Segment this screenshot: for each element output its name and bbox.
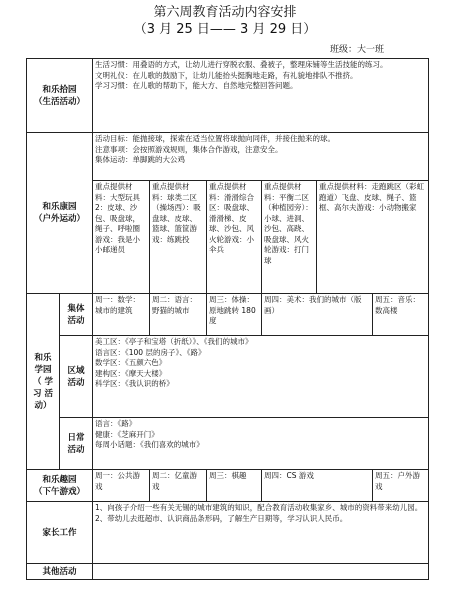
area-line: 语言区：《100 层的房子》、《路》 [95, 347, 206, 357]
row-other [27, 564, 429, 580]
daily-line: 每周小话题：《我们喜欢的城市》 [95, 440, 204, 449]
learn-header-line: 学园 [34, 364, 52, 375]
play-day: 周三：棋趣 [207, 470, 262, 502]
daily-line: 健康：《芝麻开门》 [95, 429, 159, 439]
other-content [93, 564, 429, 580]
daily-label-line: 日常 [67, 432, 85, 443]
row-play [27, 470, 429, 502]
group-day: 周五：音乐：数高楼 [373, 294, 429, 336]
learn-header-line: 习 活 [33, 388, 53, 399]
row-life [27, 59, 429, 133]
outdoor-area: 重点提供材料：走跑跳区（彩虹跑道）飞盘、皮球、绳子、篮框、高尔夫游戏：小动物搬家 [317, 181, 429, 294]
row-learn-area [27, 336, 429, 418]
outdoor-goals [93, 133, 429, 181]
daily-activity-content [93, 418, 429, 470]
row-learn-group [27, 294, 429, 336]
group-label-line: 集体 [67, 303, 85, 314]
outdoor-header-line: 和乐康园 [42, 202, 77, 212]
group-day: 周三：体操：原地跳转 180 度 [207, 294, 262, 336]
life-line: 文明礼仪：在儿歌的鼓励下，让幼儿能抬头挺胸地走路，有礼貌地排队不推挤。 [95, 70, 358, 80]
learn-header-line: （ 学 [33, 376, 53, 387]
learn-header-line: 动） [34, 400, 52, 411]
group-activity-label [60, 294, 93, 336]
learn-header [27, 294, 60, 470]
outdoor-header-line: （户外运动） [34, 214, 86, 224]
area-line: 数学区：《五颜六色》 [95, 358, 167, 367]
row-outdoor-goals [27, 133, 429, 181]
group-day: 周二：语言：野猫的城市 [150, 294, 207, 336]
area-line: 建构区：《摩天大楼》 [95, 368, 167, 378]
parents-line: 2、带幼儿去逛超市、认识商品条形码，了解生产日期等，学习认识人民币。 [95, 513, 348, 523]
parents-line: 1、向孩子介绍一些有关无锡的城市建筑的知识，配合教育活动收集家乡、城市的资料带来幼儿园。 [95, 503, 423, 512]
schedule-table [26, 58, 429, 580]
group-label-line: 活动 [67, 315, 85, 326]
area-line: 美工区：《亭子和宝塔（折纸）》、《我们的城市》 [95, 337, 253, 346]
group-day: 周一：数学：城市的建筑 [93, 294, 150, 336]
area-line: 科学区：《我认识的桥》 [95, 379, 174, 388]
parents-content [93, 502, 429, 564]
daily-label-line: 活动 [67, 444, 85, 455]
daily-line: 语言：《路》 [95, 419, 137, 428]
area-label-line: 活动 [67, 377, 85, 388]
group-day: 周四：美术：我们的城市（版画） [262, 294, 373, 336]
outdoor-line: 活动目标：能抛接球，探索在适当位置将球抛向同伴，并接住抛来的球。 [95, 134, 336, 143]
life-header-line: （生活活动） [34, 96, 86, 107]
date-range: （3 月 25 日—— 3 月 29 日） [133, 22, 317, 37]
play-header-line: （下午游戏） [34, 486, 86, 497]
outdoor-line: 注意事项：会按照游戏规则，集体合作游戏，注意安全。 [95, 144, 283, 154]
outdoor-area: 重点提供材料：球类二区（操场西）：吸盘球、皮球、篮球、篮筐游戏：练跳投 [150, 181, 207, 294]
play-day: 周一：公共游戏 [93, 470, 150, 502]
daily-activity-label [60, 418, 93, 470]
area-activity-content [93, 336, 429, 418]
class-label: 班级： [330, 45, 358, 55]
play-day: 周五：户外游戏 [373, 470, 429, 502]
life-content [93, 59, 429, 133]
outdoor-line: 集体运动：单脚跳的大公鸡 [95, 155, 186, 164]
outdoor-area: 重点提供材料：大型玩具 2：皮球、沙包、吸盘球，绳子、呼啦圈游戏：我是小小邮递员 [93, 181, 150, 294]
area-activity-label [60, 336, 93, 418]
play-day: 周二：亿童游戏 [150, 470, 207, 502]
parents-header: 家长工作 [27, 502, 93, 564]
play-day: 周四：CS 游戏 [262, 470, 373, 502]
row-parents [27, 502, 429, 564]
life-line: 生活习惯：用叠语的方式，让幼儿进行穿脱衣服、叠被子，整理床铺等生活技能的练习。 [95, 60, 388, 69]
outdoor-area: 重点提供材料：平衡二区（种植园旁）：小球、进洞、沙包、高跷、吸盘球、风火轮游戏：打门球 [262, 181, 317, 294]
outdoor-header [27, 133, 93, 294]
class-info [330, 44, 384, 56]
row-learn-daily [27, 418, 429, 470]
play-header-line: 和乐趣园 [42, 474, 77, 485]
learn-header-line: 和乐 [34, 352, 52, 363]
class-name: 大一班 [357, 45, 385, 55]
life-header [27, 59, 93, 133]
outdoor-area: 重点提供材料：滑滑综合区：吸盘球、滑滑梯、皮球、沙包、风火轮游戏：小伞兵 [207, 181, 262, 294]
life-line: 学习习惯：在儿歌的帮助下，能大方、自然地完整回答问题。 [95, 81, 298, 90]
play-header [27, 470, 93, 502]
other-header: 其他活动 [27, 564, 93, 580]
life-header-line: 和乐拾园 [42, 84, 77, 95]
page-title: 第六周教育活动内容安排 [153, 5, 297, 20]
area-label-line: 区域 [67, 365, 85, 376]
